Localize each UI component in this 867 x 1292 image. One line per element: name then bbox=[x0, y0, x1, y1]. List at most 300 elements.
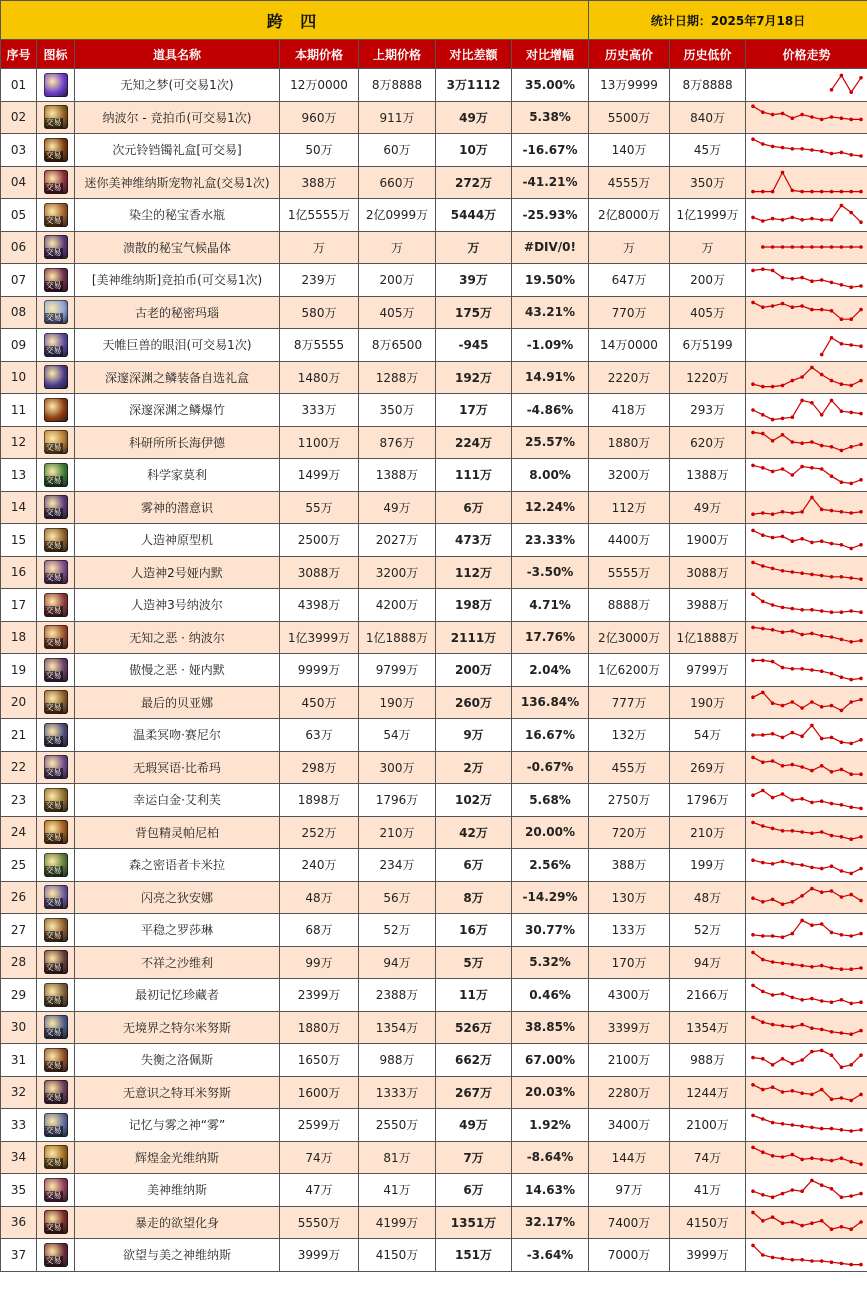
trend-point bbox=[761, 788, 765, 792]
item-name: 最后的贝亚娜 bbox=[75, 686, 280, 719]
item-icon bbox=[37, 686, 75, 719]
table-row bbox=[1, 1044, 867, 1077]
current-price: 4398万 bbox=[280, 589, 359, 622]
trend-point bbox=[849, 285, 853, 289]
trend-point bbox=[819, 1028, 823, 1032]
trend-line bbox=[753, 1085, 861, 1101]
row-no: 07 bbox=[1, 264, 37, 297]
trend-point bbox=[839, 383, 843, 387]
table-row bbox=[1, 296, 867, 329]
trend-point bbox=[780, 534, 784, 538]
item-name: 幸运白金·艾利芙 bbox=[75, 784, 280, 817]
trend-line bbox=[753, 1148, 861, 1165]
trend-point bbox=[829, 190, 833, 194]
trend-point bbox=[829, 864, 833, 868]
trend-point bbox=[829, 218, 833, 222]
trend-point bbox=[751, 190, 755, 194]
trend-point bbox=[800, 633, 804, 637]
trend-point bbox=[839, 342, 843, 346]
trend-point bbox=[751, 301, 755, 305]
table-row bbox=[1, 686, 867, 719]
trend-point bbox=[839, 449, 843, 453]
price-change-pct: -3.64% bbox=[512, 1239, 589, 1272]
trend-point bbox=[751, 383, 755, 387]
trend-point bbox=[751, 408, 755, 412]
history-high: 388万 bbox=[589, 849, 670, 882]
item-name: 森之密语者卡米拉 bbox=[75, 849, 280, 882]
trend-point bbox=[829, 152, 833, 156]
trend-point bbox=[761, 432, 765, 436]
trade-tag: 交易 bbox=[45, 1028, 62, 1038]
trend-point bbox=[859, 1263, 863, 1267]
history-low: 1244万 bbox=[670, 1076, 746, 1109]
trend-point bbox=[780, 829, 784, 833]
price-trend bbox=[746, 849, 867, 882]
trend-point bbox=[829, 610, 833, 614]
trend-point bbox=[790, 189, 794, 193]
trend-line bbox=[753, 758, 861, 775]
current-price: 68万 bbox=[280, 914, 359, 947]
trend-point bbox=[810, 632, 814, 636]
price-change-pct: 8.00% bbox=[512, 459, 589, 492]
trend-point bbox=[770, 759, 774, 763]
trend-sparkline bbox=[747, 557, 867, 587]
trend-sparkline bbox=[747, 785, 867, 815]
table-row bbox=[1, 1174, 867, 1207]
trend-point bbox=[780, 1122, 784, 1126]
trend-line bbox=[821, 338, 860, 355]
history-high: 132万 bbox=[589, 719, 670, 752]
trend-point bbox=[770, 1195, 774, 1199]
trend-point bbox=[859, 676, 863, 680]
table-row bbox=[1, 199, 867, 232]
trade-tag: 交易 bbox=[45, 995, 62, 1005]
price-diff: 198万 bbox=[436, 589, 512, 622]
price-change-pct: 30.77% bbox=[512, 914, 589, 947]
trend-sparkline bbox=[747, 200, 867, 230]
history-high: 1880万 bbox=[589, 426, 670, 459]
current-price: 1499万 bbox=[280, 459, 359, 492]
trend-point bbox=[829, 802, 833, 806]
trend-point bbox=[859, 443, 863, 447]
item-icon bbox=[37, 751, 75, 784]
trend-point bbox=[819, 218, 823, 222]
item-name: 失衡之洛佩斯 bbox=[75, 1044, 280, 1077]
trend-point bbox=[810, 723, 814, 727]
history-low: 840万 bbox=[670, 101, 746, 134]
trend-sparkline bbox=[747, 525, 867, 555]
trend-point bbox=[761, 466, 765, 470]
price-diff: 111万 bbox=[436, 459, 512, 492]
trend-point bbox=[800, 537, 804, 541]
history-high: 万 bbox=[589, 231, 670, 264]
trend-sparkline bbox=[747, 1012, 867, 1042]
trend-point bbox=[849, 640, 853, 644]
price-diff: 2111万 bbox=[436, 621, 512, 654]
trend-point bbox=[839, 117, 843, 121]
row-no: 18 bbox=[1, 621, 37, 654]
trend-point bbox=[849, 190, 853, 194]
table-row bbox=[1, 264, 867, 297]
current-price: 2399万 bbox=[280, 979, 359, 1012]
trend-point bbox=[761, 190, 765, 194]
price-diff: 9万 bbox=[436, 719, 512, 752]
history-high: 5500万 bbox=[589, 101, 670, 134]
price-change-pct: 38.85% bbox=[512, 1011, 589, 1044]
trend-point bbox=[751, 733, 755, 737]
trend-point bbox=[829, 1159, 833, 1163]
trend-point bbox=[839, 73, 843, 77]
trend-point bbox=[790, 306, 794, 310]
trend-point bbox=[810, 1027, 814, 1031]
table-row bbox=[1, 621, 867, 654]
trend-sparkline bbox=[747, 1240, 867, 1270]
trend-point bbox=[761, 267, 765, 271]
trend-point bbox=[761, 861, 765, 865]
column-header-low: 历史低价 bbox=[670, 40, 746, 69]
history-high: 13万9999 bbox=[589, 69, 670, 102]
trend-point bbox=[849, 934, 853, 938]
trade-tag: 交易 bbox=[45, 313, 62, 323]
trend-point bbox=[761, 533, 765, 537]
trend-line bbox=[753, 1245, 861, 1264]
row-no: 03 bbox=[1, 134, 37, 167]
trend-sparkline bbox=[747, 297, 867, 327]
trend-point bbox=[751, 215, 755, 219]
trend-point bbox=[810, 440, 814, 444]
trend-point bbox=[780, 992, 784, 996]
price-trend bbox=[746, 1109, 867, 1142]
item-icon-image bbox=[44, 105, 68, 129]
table-row bbox=[1, 1141, 867, 1174]
trend-point bbox=[849, 1228, 853, 1232]
trend-point bbox=[839, 575, 843, 579]
trend-point bbox=[780, 859, 784, 863]
history-high: 112万 bbox=[589, 491, 670, 524]
trend-point bbox=[800, 608, 804, 612]
trend-point bbox=[819, 539, 823, 543]
trend-point bbox=[810, 997, 814, 1001]
trend-point bbox=[770, 536, 774, 540]
trend-point bbox=[800, 190, 804, 194]
price-change-pct: 1.92% bbox=[512, 1109, 589, 1142]
trend-point bbox=[859, 308, 863, 312]
previous-price: 1796万 bbox=[359, 784, 436, 817]
trend-sparkline bbox=[747, 167, 867, 197]
price-change-pct: 14.91% bbox=[512, 361, 589, 394]
price-trend bbox=[746, 816, 867, 849]
trend-point bbox=[839, 869, 843, 873]
current-price: 1100万 bbox=[280, 426, 359, 459]
trend-point bbox=[800, 113, 804, 117]
price-change-pct: 35.00% bbox=[512, 69, 589, 102]
item-name: 染尘的秘宝香水瓶 bbox=[75, 199, 280, 232]
price-diff: 3万1112 bbox=[436, 69, 512, 102]
previous-price: 8万6500 bbox=[359, 329, 436, 362]
table-row bbox=[1, 1011, 867, 1044]
trend-point bbox=[810, 769, 814, 773]
previous-price: 1333万 bbox=[359, 1076, 436, 1109]
item-icon bbox=[37, 231, 75, 264]
trend-point bbox=[839, 190, 843, 194]
row-no: 15 bbox=[1, 524, 37, 557]
price-trend bbox=[746, 394, 867, 427]
previous-price: 4199万 bbox=[359, 1206, 436, 1239]
item-icon-image bbox=[44, 463, 68, 487]
price-trend bbox=[746, 426, 867, 459]
item-icon-image bbox=[44, 1145, 68, 1169]
trend-point bbox=[800, 1158, 804, 1162]
price-diff: 16万 bbox=[436, 914, 512, 947]
trend-point bbox=[810, 923, 814, 927]
previous-price: 911万 bbox=[359, 101, 436, 134]
trend-point bbox=[849, 1001, 853, 1005]
trend-point bbox=[751, 1083, 755, 1087]
trend-point bbox=[790, 1089, 794, 1093]
item-icon-image bbox=[44, 1080, 68, 1104]
trade-tag: 交易 bbox=[45, 605, 62, 615]
price-diff: 200万 bbox=[436, 654, 512, 687]
item-icon bbox=[37, 199, 75, 232]
trend-point bbox=[819, 1127, 823, 1131]
trend-line bbox=[753, 173, 861, 192]
table-row bbox=[1, 1109, 867, 1142]
trend-point bbox=[751, 463, 755, 467]
trend-point bbox=[770, 660, 774, 664]
trend-point bbox=[770, 796, 774, 800]
trend-point bbox=[849, 1194, 853, 1198]
row-no: 02 bbox=[1, 101, 37, 134]
row-no: 05 bbox=[1, 199, 37, 232]
trend-point bbox=[839, 510, 843, 514]
item-icon bbox=[37, 1206, 75, 1239]
trend-point bbox=[790, 215, 794, 219]
trend-point bbox=[770, 934, 774, 938]
row-no: 09 bbox=[1, 329, 37, 362]
history-high: 770万 bbox=[589, 296, 670, 329]
item-icon-image bbox=[44, 560, 68, 584]
price-change-pct: -3.50% bbox=[512, 556, 589, 589]
item-icon-image bbox=[44, 1210, 68, 1234]
trade-tag: 交易 bbox=[45, 508, 62, 518]
price-change-pct: 19.50% bbox=[512, 264, 589, 297]
item-icon bbox=[37, 979, 75, 1012]
trend-point bbox=[849, 838, 853, 842]
history-high: 133万 bbox=[589, 914, 670, 947]
item-name: 科学家莫利 bbox=[75, 459, 280, 492]
trend-point bbox=[780, 903, 784, 907]
table-row bbox=[1, 979, 867, 1012]
trend-point bbox=[800, 147, 804, 151]
trade-tag: 交易 bbox=[45, 573, 62, 583]
trend-point bbox=[751, 858, 755, 862]
history-high: 3200万 bbox=[589, 459, 670, 492]
table-row bbox=[1, 654, 867, 687]
trend-point bbox=[810, 1093, 814, 1097]
trend-point bbox=[819, 964, 823, 968]
price-change-pct: 67.00% bbox=[512, 1044, 589, 1077]
trend-point bbox=[770, 862, 774, 866]
trend-line bbox=[753, 205, 861, 222]
trend-point bbox=[839, 610, 843, 614]
trend-point bbox=[829, 889, 833, 893]
item-icon-image bbox=[44, 398, 68, 422]
item-icon-image bbox=[44, 268, 68, 292]
trend-line bbox=[753, 433, 861, 451]
current-price: 47万 bbox=[280, 1174, 359, 1207]
trend-line bbox=[753, 1180, 861, 1197]
item-icon bbox=[37, 1011, 75, 1044]
item-icon bbox=[37, 166, 75, 199]
history-low: 405万 bbox=[670, 296, 746, 329]
trend-point bbox=[849, 511, 853, 515]
price-trend bbox=[746, 166, 867, 199]
table-row bbox=[1, 589, 867, 622]
price-diff: 42万 bbox=[436, 816, 512, 849]
trend-point bbox=[839, 709, 843, 713]
price-trend bbox=[746, 1011, 867, 1044]
trend-point bbox=[751, 933, 755, 937]
trend-point bbox=[780, 146, 784, 150]
history-high: 4300万 bbox=[589, 979, 670, 1012]
history-high: 5555万 bbox=[589, 556, 670, 589]
trend-point bbox=[810, 800, 814, 804]
history-high: 1亿6200万 bbox=[589, 654, 670, 687]
history-low: 45万 bbox=[670, 134, 746, 167]
item-name: [美神维纳斯]竞拍币(可交易1次) bbox=[75, 264, 280, 297]
trend-point bbox=[819, 278, 823, 282]
trend-point bbox=[849, 546, 853, 550]
previous-price: 60万 bbox=[359, 134, 436, 167]
price-diff: 17万 bbox=[436, 394, 512, 427]
trade-tag: 交易 bbox=[45, 345, 62, 355]
price-change-pct: 5.38% bbox=[512, 101, 589, 134]
current-price: 1880万 bbox=[280, 1011, 359, 1044]
trend-point bbox=[829, 834, 833, 838]
row-no: 30 bbox=[1, 1011, 37, 1044]
price-change-pct: 32.17% bbox=[512, 1206, 589, 1239]
trend-point bbox=[829, 635, 833, 639]
history-high: 647万 bbox=[589, 264, 670, 297]
trend-point bbox=[790, 1258, 794, 1262]
trend-sparkline bbox=[747, 915, 867, 945]
trade-tag: 交易 bbox=[45, 898, 62, 908]
trend-point bbox=[819, 508, 823, 512]
item-icon-image bbox=[44, 495, 68, 519]
item-icon bbox=[37, 1141, 75, 1174]
row-no: 08 bbox=[1, 296, 37, 329]
price-trend bbox=[746, 1141, 867, 1174]
current-price: 55万 bbox=[280, 491, 359, 524]
current-price: 240万 bbox=[280, 849, 359, 882]
trend-point bbox=[859, 578, 863, 582]
trend-sparkline bbox=[747, 427, 867, 457]
trend-sparkline bbox=[747, 460, 867, 490]
trend-point bbox=[800, 276, 804, 280]
trend-line bbox=[753, 985, 861, 1003]
price-trend bbox=[746, 556, 867, 589]
trend-point bbox=[819, 373, 823, 377]
trend-point bbox=[780, 302, 784, 306]
trend-point bbox=[770, 385, 774, 389]
price-diff: 2万 bbox=[436, 751, 512, 784]
trade-tag: 交易 bbox=[45, 930, 62, 940]
trend-point bbox=[819, 1219, 823, 1223]
history-low: 6万5199 bbox=[670, 329, 746, 362]
trend-point bbox=[839, 1157, 843, 1161]
row-no: 23 bbox=[1, 784, 37, 817]
trend-point bbox=[800, 894, 804, 898]
item-icon bbox=[37, 296, 75, 329]
current-price: 2599万 bbox=[280, 1109, 359, 1142]
previous-price: 660万 bbox=[359, 166, 436, 199]
trend-point bbox=[790, 147, 794, 151]
trend-point bbox=[819, 609, 823, 613]
trend-point bbox=[859, 379, 863, 383]
trend-point bbox=[839, 1096, 843, 1100]
trend-sparkline bbox=[747, 362, 867, 392]
item-name: 背包精灵帕尼柏 bbox=[75, 816, 280, 849]
trend-point bbox=[819, 922, 823, 926]
current-price: 252万 bbox=[280, 816, 359, 849]
trend-line bbox=[753, 660, 861, 679]
price-change-pct: 0.46% bbox=[512, 979, 589, 1012]
trade-tag: 交易 bbox=[45, 1093, 62, 1103]
trend-point bbox=[810, 965, 814, 969]
trend-point bbox=[859, 835, 863, 839]
item-icon-image bbox=[44, 950, 68, 974]
trend-point bbox=[780, 112, 784, 116]
history-high: 2280万 bbox=[589, 1076, 670, 1109]
trend-point bbox=[819, 891, 823, 895]
trend-point bbox=[761, 733, 765, 737]
item-name: 无意识之特耳米努斯 bbox=[75, 1076, 280, 1109]
item-icon bbox=[37, 1076, 75, 1109]
trend-point bbox=[800, 375, 804, 379]
row-no: 14 bbox=[1, 491, 37, 524]
trend-point bbox=[780, 467, 784, 471]
trend-point bbox=[810, 832, 814, 836]
current-price: 1650万 bbox=[280, 1044, 359, 1077]
trend-point bbox=[810, 1222, 814, 1226]
trend-point bbox=[780, 764, 784, 768]
trend-line bbox=[753, 1213, 861, 1230]
trend-point bbox=[819, 353, 823, 357]
trend-point bbox=[751, 592, 755, 596]
row-no: 27 bbox=[1, 914, 37, 947]
history-high: 4400万 bbox=[589, 524, 670, 557]
trend-point bbox=[849, 678, 853, 682]
trend-point bbox=[761, 1219, 765, 1223]
trend-point bbox=[859, 478, 863, 482]
price-trend bbox=[746, 101, 867, 134]
trend-point bbox=[829, 1053, 833, 1057]
price-change-pct: -0.67% bbox=[512, 751, 589, 784]
trend-point bbox=[770, 190, 774, 194]
previous-price: 210万 bbox=[359, 816, 436, 849]
item-icon bbox=[37, 1174, 75, 1207]
trend-point bbox=[790, 700, 794, 704]
item-name: 记忆与雾之神“雾” bbox=[75, 1109, 280, 1142]
trend-sparkline bbox=[747, 102, 867, 132]
trend-point bbox=[790, 511, 794, 515]
current-price: 2500万 bbox=[280, 524, 359, 557]
previous-price: 200万 bbox=[359, 264, 436, 297]
trend-point bbox=[780, 666, 784, 670]
current-price: 3999万 bbox=[280, 1239, 359, 1272]
item-icon-image bbox=[44, 593, 68, 617]
price-trend bbox=[746, 589, 867, 622]
